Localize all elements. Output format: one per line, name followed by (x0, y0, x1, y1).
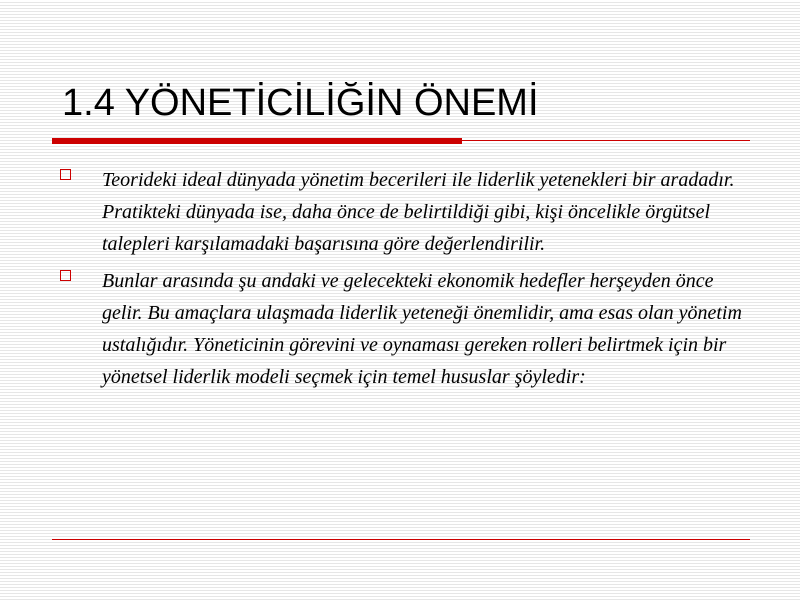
hollow-square-bullet-icon (60, 169, 71, 180)
bullet-text: Teorideki ideal dünyada yönetim becerileri ile liderlik yetenekleri bir aradadır. Pratikteki dünyada ise, daha önce de belirtildiği gibi, kişi öncelikle örgütsel talepleri karşılamadaki başarısına göre değerlendirilir. (102, 169, 735, 255)
footer-divider (52, 539, 750, 540)
bullet-list (58, 164, 748, 398)
slide-title: 1.4 YÖNETİCİLİĞİN ÖNEMİ (62, 82, 539, 124)
bullet-item-2 (58, 265, 748, 393)
hollow-square-bullet-icon (60, 270, 71, 281)
title-underline-thick (52, 138, 462, 144)
bullet-item-1 (58, 164, 748, 260)
bullet-text: Bunlar arasında şu andaki ve gelecekteki ekonomik hedefler herşeyden önce gelir. Bu amaçlara ulaşmada liderlik yeteneği önemlidir, ama esas olan yönetim ustalığıdır. Yöneticinin görevini ve oynaması gereken rolleri belirtmek için bir yönetsel liderlik modeli seçmek için temel hususlar şöyledir: (102, 270, 742, 388)
